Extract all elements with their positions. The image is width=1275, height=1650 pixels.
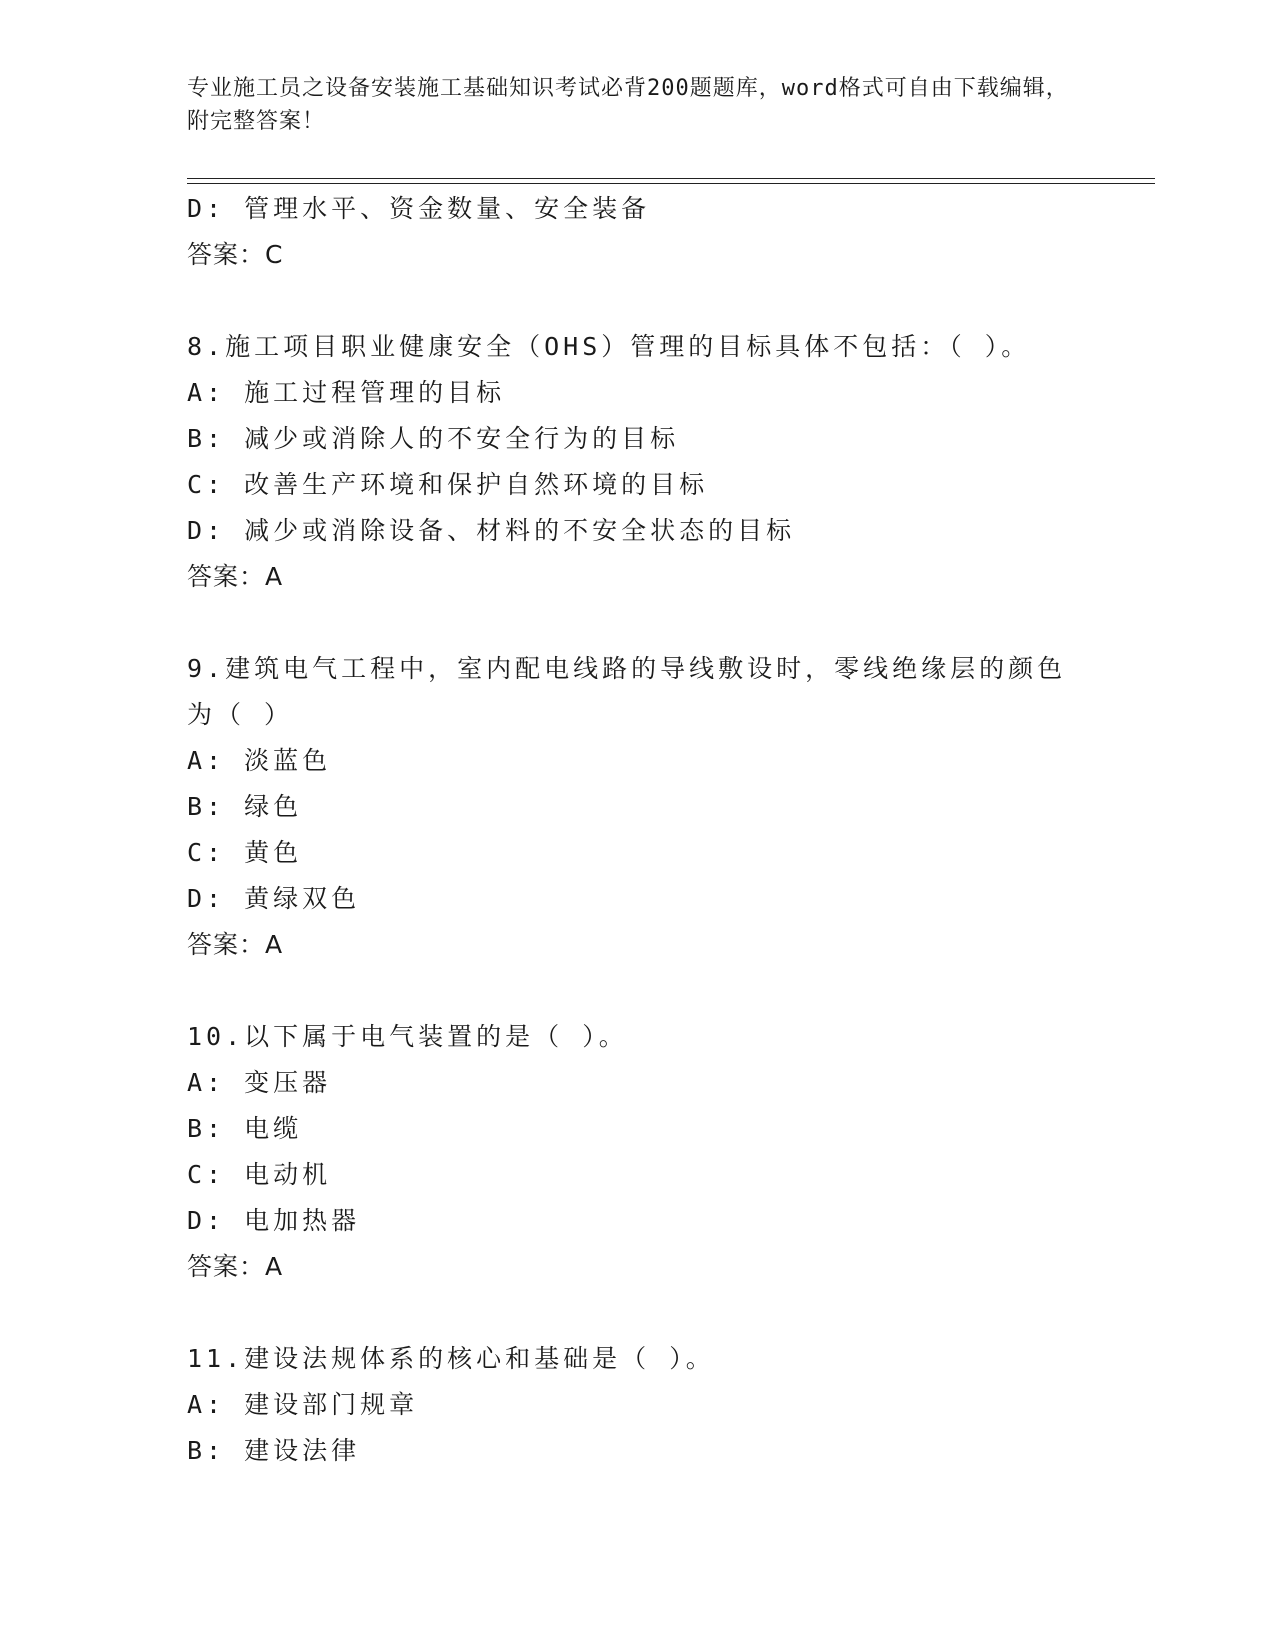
spacer — [187, 600, 1087, 646]
header-divider-bottom — [187, 183, 1155, 184]
option-d: D: 减少或消除设备、材料的不安全状态的目标 — [187, 516, 796, 545]
answer-line: 答案：A — [187, 562, 284, 591]
option-b: B: 绿色 — [187, 792, 303, 821]
answer-line: 答案：A — [187, 1252, 284, 1281]
option-a: A: 施工过程管理的目标 — [187, 378, 506, 407]
question-block — [187, 1014, 1087, 1290]
option-d: D: 管理水平、资金数量、安全装备 — [187, 194, 651, 223]
document-body — [187, 186, 1087, 1474]
question-text: 8.施工项目职业健康安全（OHS）管理的目标具体不包括：（ ）。 — [187, 332, 1031, 361]
page-header — [187, 72, 1087, 138]
answer-line: 答案：C — [187, 240, 284, 269]
option-c: C: 电动机 — [187, 1160, 332, 1189]
option-b: B: 电缆 — [187, 1114, 303, 1143]
question-text-continued: 为（ ） — [187, 700, 294, 729]
header-divider-top — [187, 178, 1155, 179]
option-b: B: 减少或消除人的不安全行为的目标 — [187, 424, 680, 453]
option-d: D: 电加热器 — [187, 1206, 361, 1235]
question-block — [187, 646, 1087, 968]
spacer — [187, 1290, 1087, 1336]
spacer — [187, 278, 1087, 324]
question-text: 9.建筑电气工程中，室内配电线路的导线敷设时，零线绝缘层的颜色 — [187, 654, 1067, 683]
option-a: A: 淡蓝色 — [187, 746, 332, 775]
question-block — [187, 324, 1087, 600]
option-a: A: 变压器 — [187, 1068, 332, 1097]
document-title: 专业施工员之设备安装施工基础知识考试必背200题题库，word格式可自由下载编辑，附完整答案！ — [187, 76, 1069, 134]
question-text: 10.以下属于电气装置的是（ ）。 — [187, 1022, 628, 1051]
option-a: A: 建设部门规章 — [187, 1390, 419, 1419]
option-d: D: 黄绿双色 — [187, 884, 361, 913]
question-block — [187, 1336, 1087, 1474]
option-c: C: 黄色 — [187, 838, 303, 867]
answer-line: 答案：A — [187, 930, 284, 959]
question-text: 11.建设法规体系的核心和基础是（ ）。 — [187, 1344, 715, 1373]
option-c: C: 改善生产环境和保护自然环境的目标 — [187, 470, 709, 499]
spacer — [187, 968, 1087, 1014]
option-b: B: 建设法律 — [187, 1436, 361, 1465]
